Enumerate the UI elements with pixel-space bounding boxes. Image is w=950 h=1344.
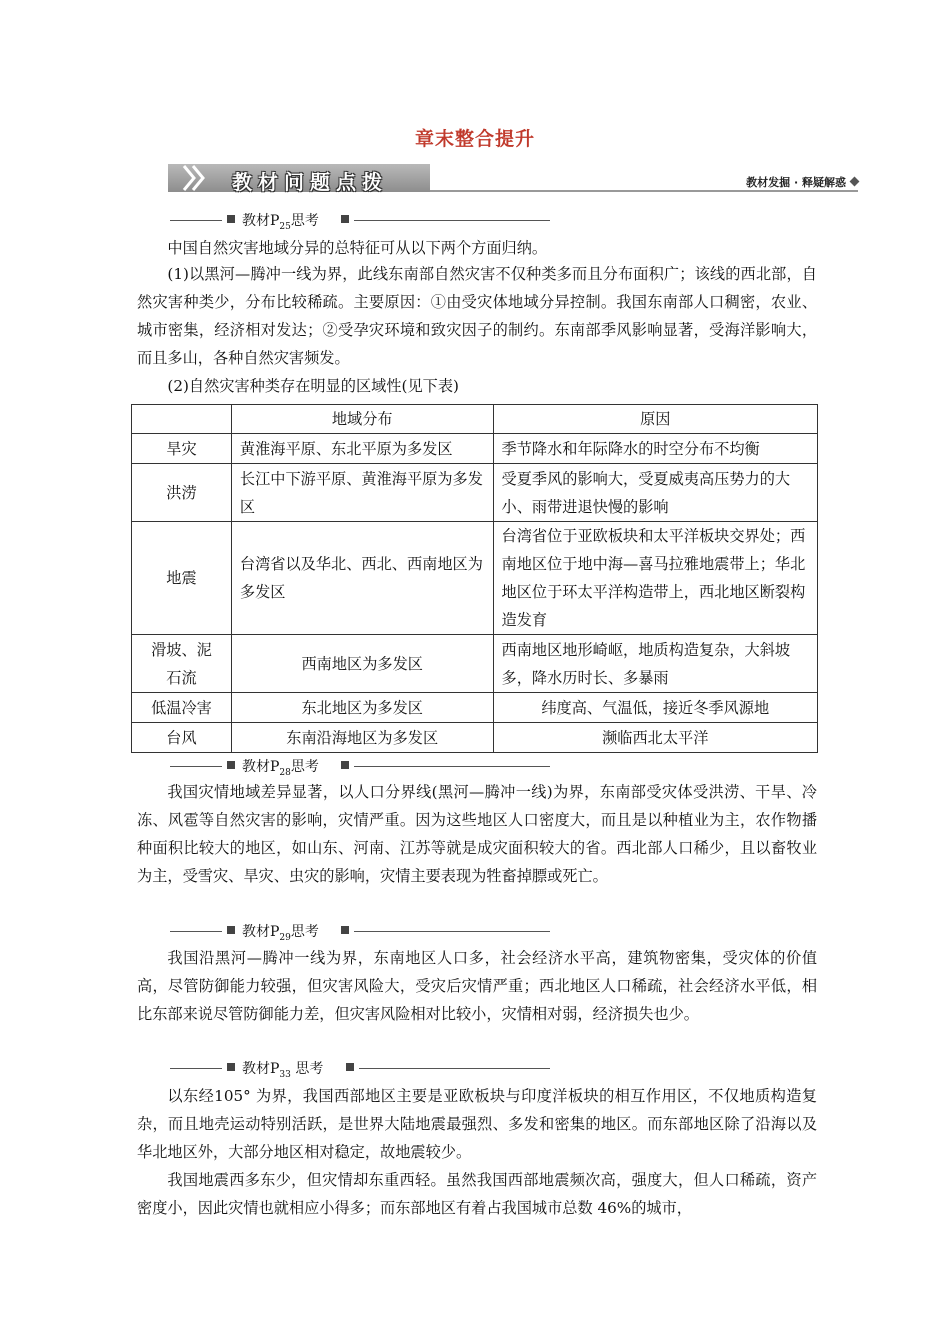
table-cell: 西南地区地形崎岖，地质构造复杂，大斜坡多，降水历时长、多暴雨: [493, 635, 817, 693]
page-number: 33: [279, 1069, 291, 1080]
table-cell: 东南沿海地区为多发区: [231, 723, 493, 753]
table-cell: 东北地区为多发区: [231, 693, 493, 723]
section-heading-p29: [170, 921, 550, 941]
table-header-cell: 地域分布: [231, 405, 493, 434]
square-bullet-icon: [346, 1063, 354, 1071]
table-cell: 台风: [132, 723, 232, 753]
section-suffix: 思考: [290, 213, 319, 229]
section-suffix: 思考: [290, 1061, 324, 1077]
page-number: 25: [279, 221, 291, 232]
paragraph: 我国灾情地域差异显著，以人口分界线(黑河—腾冲一线)为界，东南部受灾体受洪涝、干旱、冷冻、风雹等自然灾害的影响，灾情严重。因为这些地区人口密度大，而且是以种植业为主，农作物播种面积比较大的地区，如山东、河南、江苏等就是成灾面积较大的省。西北部人口稀少，且以畜牧业为主，受雪灾、旱灾、虫灾的影响，灾情主要表现为牲畜掉膘或死亡。: [137, 783, 817, 885]
table-cell: 地震: [132, 522, 232, 635]
chapter-title: 章末整合提升: [414, 128, 535, 150]
square-bullet-icon: [341, 926, 349, 934]
banner-subtitle: 教材发掘 · 释疑解惑: [746, 176, 846, 189]
paragraph: (1)以黑河—腾冲一线为界，此线东南部自然灾害不仅种类多而且分布面积广；该线的西北部，自然灾害种类少，分布比较稀疏。主要原因：①由受灾体地域分异控制。我国东南部人口稠密，农业、城市密集，经济相对发达；②受孕灾环境和致灾因子的制约。东南部季风影响显著，受海洋影响大，而且多山，各种自然灾害频发。: [137, 265, 817, 367]
section-suffix: 思考: [290, 924, 319, 940]
table-header-row: [132, 405, 818, 434]
square-bullet-icon: [341, 215, 349, 223]
banner-rule: [430, 190, 858, 192]
section-suffix: 思考: [290, 759, 319, 775]
table-cell: 季节降水和年际降水的时空分布不均衡: [493, 434, 817, 464]
section-heading-p33: [170, 1058, 550, 1078]
paragraph: 中国自然灾害地域分异的总特征可从以下两个方面归纳。: [167, 239, 548, 257]
table-cell: 台湾省以及华北、西北、西南地区为多发区: [231, 522, 493, 635]
table-row: [132, 522, 818, 635]
section-banner: [168, 160, 858, 196]
table-cell: 黄淮海平原、东北平原为多发区: [231, 434, 493, 464]
table-cell: 西南地区为多发区: [231, 635, 493, 693]
square-bullet-icon: [227, 761, 235, 769]
table-header-cell: 原因: [493, 405, 817, 434]
table-cell: 旱灾: [132, 434, 232, 464]
table-row: [132, 464, 818, 522]
section-label: 教材P: [242, 213, 280, 229]
table-cell: 濒临西北太平洋: [493, 723, 817, 753]
paragraph: 以东经105° 为界，我国西部地区主要是亚欧板块与印度洋板块的相互作用区，不仅地质构造复杂，而且地壳运动特别活跃，是世界大陆地震最强烈、多发和密集的地区。而东部地区除了沿海以及华北地区外，大部分地区相对稳定，故地震较少。: [137, 1087, 817, 1161]
section-label: 教材P: [242, 924, 280, 940]
table-cell: 纬度高、气温低，接近冬季风源地: [493, 693, 817, 723]
square-bullet-icon: [227, 926, 235, 934]
banner-title: 教材问题点拨: [232, 170, 388, 194]
table-row: [132, 635, 818, 693]
table-row: [132, 723, 818, 753]
table-header-cell: [132, 405, 232, 434]
disaster-table: [131, 404, 818, 753]
paragraph: 我国地震西多东少，但灾情却东重西轻。虽然我国西部地震频次高，强度大，但人口稀疏，资产密度小，因此灾情也就相应小得多；而东部地区有着占我国城市总数 46%的城市，: [137, 1171, 817, 1217]
diamond-icon: [850, 177, 860, 187]
page-number: 28: [279, 767, 291, 778]
table-cell: 滑坡、泥石流: [132, 635, 232, 693]
table-cell: 长江中下游平原、黄淮海平原为多发区: [231, 464, 493, 522]
section-heading-p28: [170, 756, 550, 776]
double-chevron-icon: [182, 164, 206, 192]
table-row: [132, 693, 818, 723]
table-cell: 低温冷害: [132, 693, 232, 723]
paragraph: 我国沿黑河—腾冲一线为界，东南地区人口多，社会经济水平高，建筑物密集，受灾体的价值高，尽管防御能力较强，但灾害风险大，受灾后灾情严重；西北地区人口稀疏，社会经济水平低，相比东部来说尽管防御能力差，但灾害风险相对比较小，灾情相对弱，经济损失也少。: [137, 949, 817, 1023]
table-cell: 洪涝: [132, 464, 232, 522]
square-bullet-icon: [341, 761, 349, 769]
page-number: 29: [279, 932, 291, 943]
square-bullet-icon: [227, 1063, 235, 1071]
paragraph: (2)自然灾害种类存在明显的区域性(见下表): [167, 377, 459, 395]
section-heading-p25: [170, 210, 550, 230]
square-bullet-icon: [227, 215, 235, 223]
section-label: 教材P: [242, 759, 280, 775]
table-cell: 台湾省位于亚欧板块和太平洋板块交界处；西南地区位于地中海—喜马拉雅地震带上；华北地区位于环太平洋构造带上，西北地区断裂构造发育: [493, 522, 817, 635]
section-label: 教材P: [242, 1061, 280, 1077]
table-row: [132, 434, 818, 464]
table-cell: 受夏季风的影响大，受夏威夷高压势力的大小、雨带进退快慢的影响: [493, 464, 817, 522]
